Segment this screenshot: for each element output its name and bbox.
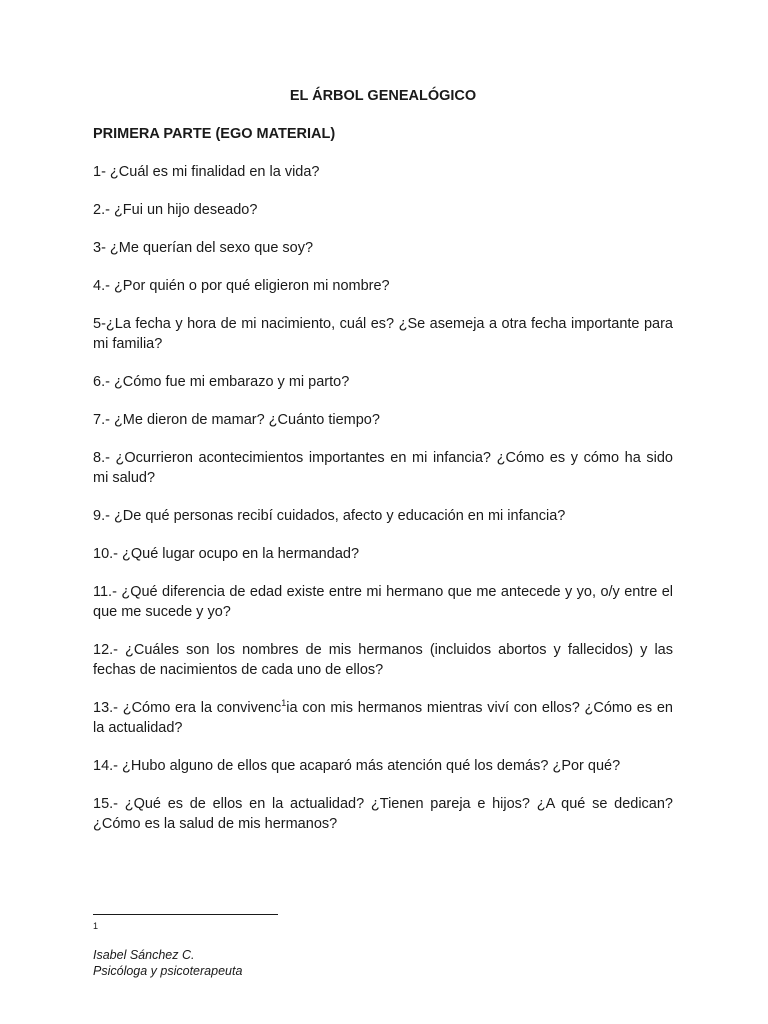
question-8: 8.- ¿Ocurrieron acontecimientos importantes en mi infancia? ¿Cómo es y cómo ha sido mi salud? [93,450,673,486]
footnote-reference: 1 [281,698,287,709]
question-6: 6.- ¿Cómo fue mi embarazo y mi parto? [93,374,350,390]
question-1: 1- ¿Cuál es mi finalidad en la vida? [93,164,320,180]
document-page [93,86,673,852]
question-12: 12.- ¿Cuáles son los nombres de mis hermanos (incluidos abortos y fallecidos) y las fechas de nacimientos de cada uno de ellos? [93,642,673,678]
question-2: 2.- ¿Fui un hijo deseado? [93,202,258,218]
footer-author: Isabel Sánchez C. [93,948,195,962]
question-10: 10.- ¿Qué lugar ocupo en la hermandad? [93,546,360,562]
question-7: 7.- ¿Me dieron de mamar? ¿Cuánto tiempo? [93,412,380,428]
question-15: 15.- ¿Qué es de ellos en la actualidad? ¿Tienen pareja e hijos? ¿A qué se dedican? ¿Cómo es la salud de mis hermanos? [93,796,673,832]
footnote-divider [93,914,278,915]
footer-role: Psicóloga y psicoterapeuta [93,964,243,978]
section-title: PRIMERA PARTE (EGO MATERIAL) [93,126,336,142]
question-5: 5-¿La fecha y hora de mi nacimiento, cuál es? ¿Se asemeja a otra fecha importante para mi familia? [93,316,673,352]
footnote-mark: 1 [93,921,99,931]
question-4: 4.- ¿Por quién o por qué eligieron mi nombre? [93,278,390,294]
question-13-start: 13.- ¿Cómo era la convivenc [93,700,282,716]
document-title: EL ÁRBOL GENEALÓGICO [289,88,477,104]
question-13-end: ia con mis hermanos mientras viví con ellos? ¿Cómo es en la actualidad? [93,700,673,736]
footer-signature [93,947,242,979]
question-3: 3- ¿Me querían del sexo que soy? [93,240,314,256]
question-11: 11.- ¿Qué diferencia de edad existe entre mi hermano que me antecede y yo, o/y entre el que me sucede y yo? [93,584,673,620]
question-13 [93,698,673,738]
question-9: 9.- ¿De qué personas recibí cuidados, afecto y educación en mi infancia? [93,508,566,524]
question-14: 14.- ¿Hubo alguno de ellos que acaparó más atención qué los demás? ¿Por qué? [93,758,621,774]
